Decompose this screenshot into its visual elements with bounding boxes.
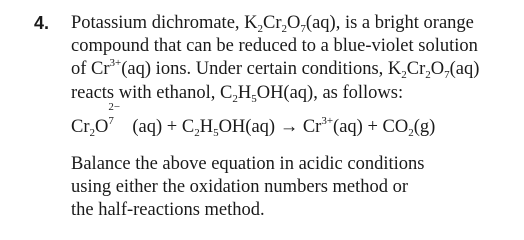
- intro-line-1: Potassium dichromate, $K_2Cr_2O_7(aq)$, is a bright orange: [71, 13, 474, 35]
- intro-line-2: compound that can be reduced to a blue-violet solution: [71, 36, 478, 56]
- task-line-1: Balance the above equation in acidic conditions: [71, 154, 425, 174]
- task-line-2: using either the oxidation numbers method or: [71, 177, 409, 197]
- intro-line-4: reacts with ethanol, $C_2H_5OH(aq)$, as follows:: [71, 83, 404, 105]
- dichromate-charge: 2− 7: [108, 101, 121, 127]
- intro-line-3: of $Cr^{3+}(aq)$ ions. Under certain conditions, $K_2Cr_2O_7(aq)$: [71, 57, 480, 81]
- question-number: 4.: [34, 13, 50, 33]
- task-line-3: the half-reactions method.: [71, 200, 265, 220]
- chemical-equation: $Cr_2O$ 2− 7 $(aq) + C_2H_5OH(aq) \to Cr^{3+}(aq) + CO_2(g)$: [71, 101, 436, 139]
